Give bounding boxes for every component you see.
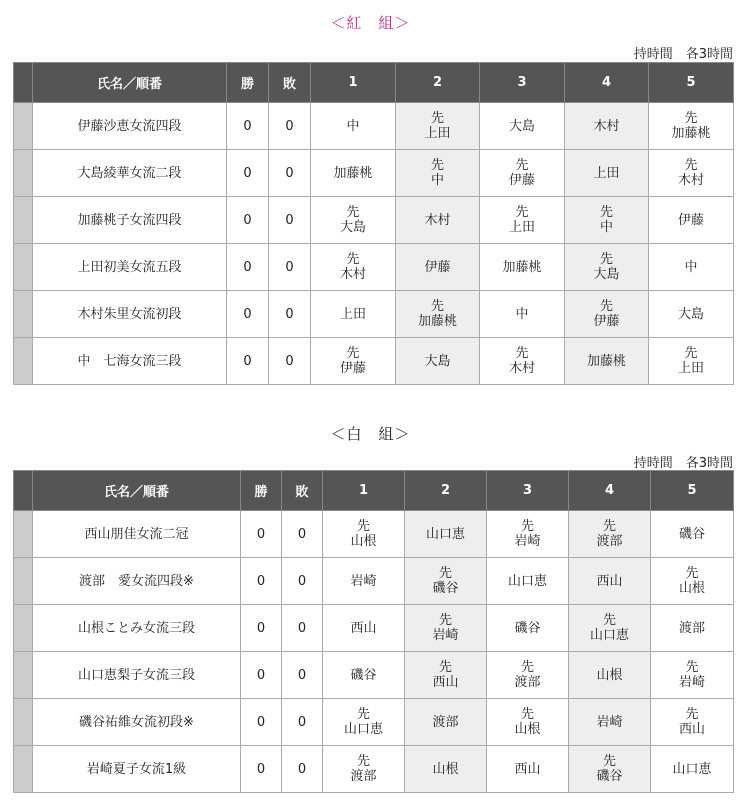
first-move-marker: 先 [685, 707, 699, 722]
opponent-name: 伊藤 [339, 361, 366, 376]
opponent-name: 山根 [350, 534, 377, 549]
row-side-cell [14, 652, 33, 699]
losses-cell: 0 [269, 197, 311, 244]
header-losses: 敗 [282, 471, 323, 511]
header-side-cell [14, 471, 33, 511]
table-row [14, 338, 734, 385]
opponent-name: 中 [599, 220, 613, 235]
round-1-cell [323, 652, 405, 699]
opponent-name: 上田 [593, 165, 620, 181]
losses-cell: 0 [282, 511, 323, 558]
round-5-cell [649, 150, 734, 197]
header-round-4: 4 [565, 63, 649, 103]
red-time-note: 持時間 各3時間 [633, 47, 733, 62]
round-3-cell [487, 558, 569, 605]
round-5-cell [651, 511, 734, 558]
first-move-marker: 先 [515, 158, 529, 173]
opponent-name: 加藤桃 [586, 353, 626, 369]
round-2-cell [405, 605, 487, 652]
opponent-name: 加藤桃 [671, 126, 711, 141]
opponent-name: 上田 [424, 126, 451, 141]
round-4-cell [565, 150, 649, 197]
losses-cell: 0 [282, 605, 323, 652]
opponent-name: 加藤桃 [502, 259, 542, 275]
round-1-cell [323, 605, 405, 652]
header-round-2: 2 [396, 63, 480, 103]
opponent-name: 岩崎 [678, 675, 705, 690]
opponent-name: 磯谷 [678, 526, 705, 542]
round-4-cell [565, 244, 649, 291]
round-2-cell [405, 652, 487, 699]
header-side-cell [14, 63, 33, 103]
losses-cell: 0 [282, 746, 323, 793]
round-1-cell [311, 150, 396, 197]
first-move-marker: 先 [520, 707, 534, 722]
round-1-cell [323, 558, 405, 605]
table-header-row [14, 471, 734, 511]
round-2-cell [396, 244, 480, 291]
round-2-cell [405, 511, 487, 558]
round-3-cell [487, 511, 569, 558]
player-name: 渡部 愛女流四段※ [33, 558, 241, 605]
white-group-title: ＜白 組＞ [330, 425, 411, 443]
first-move-marker: 先 [430, 299, 444, 314]
row-side-cell [14, 244, 33, 291]
opponent-name: 西山 [596, 573, 623, 589]
round-2-cell [396, 338, 480, 385]
opponent-name: 上田 [339, 306, 366, 322]
opponent-name: 中 [515, 306, 529, 322]
opponent-name: 山口恵 [425, 526, 465, 542]
opponent-name: 岩崎 [596, 714, 623, 730]
first-move-marker: 先 [515, 205, 529, 220]
wins-cell: 0 [241, 558, 282, 605]
opponent-name: 山根 [678, 581, 705, 596]
row-side-cell [14, 291, 33, 338]
opponent-name: 西山 [350, 620, 377, 636]
header-round-5: 5 [649, 63, 734, 103]
round-3-cell [480, 197, 565, 244]
first-move-marker: 先 [684, 111, 698, 126]
losses-cell: 0 [269, 338, 311, 385]
first-move-marker: 先 [356, 707, 370, 722]
round-5-cell [651, 605, 734, 652]
wins-cell: 0 [241, 746, 282, 793]
wins-cell: 0 [241, 652, 282, 699]
round-5-cell [651, 699, 734, 746]
header-round-5: 5 [651, 471, 734, 511]
opponent-name: 山根 [432, 761, 459, 777]
row-side-cell [14, 605, 33, 652]
player-name: 大島綾華女流二段 [33, 150, 227, 197]
losses-cell: 0 [282, 558, 323, 605]
opponent-name: 西山 [432, 675, 459, 690]
table-row [14, 699, 734, 746]
table-row [14, 746, 734, 793]
round-4-cell [569, 605, 651, 652]
opponent-name: 木村 [339, 267, 366, 282]
player-name: 山根ことみ女流三段 [33, 605, 241, 652]
table-row [14, 652, 734, 699]
round-3-cell [487, 605, 569, 652]
round-4-cell [569, 511, 651, 558]
wins-cell: 0 [227, 291, 269, 338]
table-row [14, 150, 734, 197]
table-header-row [14, 63, 734, 103]
header-wins: 勝 [241, 471, 282, 511]
round-3-cell [480, 338, 565, 385]
row-side-cell [14, 103, 33, 150]
opponent-name: 木村 [508, 361, 535, 376]
losses-cell: 0 [269, 244, 311, 291]
opponent-name: 渡部 [596, 534, 623, 549]
round-5-cell [649, 244, 734, 291]
first-move-marker: 先 [438, 660, 452, 675]
first-move-marker: 先 [346, 346, 360, 361]
round-1-cell [311, 291, 396, 338]
first-move-marker: 先 [520, 660, 534, 675]
opponent-name: 大島 [677, 306, 704, 322]
first-move-marker: 先 [515, 346, 529, 361]
opponent-name: 西山 [514, 761, 541, 777]
opponent-name: 伊藤 [424, 259, 451, 275]
first-move-marker: 先 [599, 205, 613, 220]
header-name: 氏名／順番 [33, 63, 227, 103]
opponent-name: 木村 [677, 173, 704, 188]
losses-cell: 0 [269, 291, 311, 338]
first-move-marker: 先 [430, 158, 444, 173]
row-side-cell [14, 558, 33, 605]
opponent-name: 山口恵 [343, 722, 383, 737]
header-round-2: 2 [405, 471, 487, 511]
first-move-marker: 先 [438, 566, 452, 581]
round-1-cell [311, 103, 396, 150]
first-move-marker: 先 [602, 519, 616, 534]
round-1-cell [323, 511, 405, 558]
round-1-cell [323, 746, 405, 793]
row-side-cell [14, 150, 33, 197]
round-4-cell [565, 197, 649, 244]
round-4-cell [569, 746, 651, 793]
header-round-1: 1 [323, 471, 405, 511]
round-4-cell [569, 699, 651, 746]
first-move-marker: 先 [599, 252, 613, 267]
round-3-cell [487, 699, 569, 746]
opponent-name: 西山 [678, 722, 705, 737]
first-move-marker: 先 [599, 299, 613, 314]
first-move-marker: 先 [346, 205, 360, 220]
opponent-name: 上田 [508, 220, 535, 235]
table-row [14, 291, 734, 338]
round-2-cell [396, 291, 480, 338]
wins-cell: 0 [241, 511, 282, 558]
wins-cell: 0 [241, 699, 282, 746]
player-name: 伊藤沙恵女流四段 [33, 103, 227, 150]
round-3-cell [487, 746, 569, 793]
round-3-cell [480, 150, 565, 197]
table-row [14, 605, 734, 652]
round-1-cell [311, 197, 396, 244]
round-2-cell [396, 150, 480, 197]
table-row [14, 558, 734, 605]
header-round-3: 3 [480, 63, 565, 103]
round-5-cell [651, 746, 734, 793]
row-side-cell [14, 338, 33, 385]
opponent-name: 木村 [593, 118, 620, 134]
wins-cell: 0 [227, 103, 269, 150]
round-4-cell [565, 338, 649, 385]
wins-cell: 0 [227, 197, 269, 244]
losses-cell: 0 [269, 150, 311, 197]
header-round-1: 1 [311, 63, 396, 103]
opponent-name: 磯谷 [514, 620, 541, 636]
opponent-name: 岩崎 [350, 573, 377, 589]
opponent-name: 渡部 [678, 620, 705, 636]
first-move-marker: 先 [430, 111, 444, 126]
opponent-name: 中 [346, 118, 360, 134]
losses-cell: 0 [282, 699, 323, 746]
round-1-cell [311, 244, 396, 291]
first-move-marker: 先 [356, 519, 370, 534]
opponent-name: 山根 [514, 722, 541, 737]
first-move-marker: 先 [684, 346, 698, 361]
wins-cell: 0 [241, 605, 282, 652]
header-round-4: 4 [569, 471, 651, 511]
player-name: 山口恵梨子女流三段 [33, 652, 241, 699]
first-move-marker: 先 [520, 519, 534, 534]
opponent-name: 岩崎 [432, 628, 459, 643]
player-name: 加藤桃子女流四段 [33, 197, 227, 244]
losses-cell: 0 [282, 652, 323, 699]
header-wins: 勝 [227, 63, 269, 103]
row-side-cell [14, 746, 33, 793]
opponent-name: 大島 [593, 267, 620, 282]
opponent-name: 加藤桃 [417, 314, 457, 329]
opponent-name: 大島 [508, 118, 535, 134]
opponent-name: 木村 [424, 212, 451, 228]
player-name: 磯谷祐維女流初段※ [33, 699, 241, 746]
round-3-cell [480, 244, 565, 291]
wins-cell: 0 [227, 150, 269, 197]
first-move-marker: 先 [684, 158, 698, 173]
table-row [14, 197, 734, 244]
round-5-cell [649, 197, 734, 244]
table-row [14, 103, 734, 150]
opponent-name: 山口恵 [589, 628, 629, 643]
round-5-cell [649, 103, 734, 150]
opponent-name: 渡部 [350, 769, 377, 784]
round-2-cell [405, 746, 487, 793]
opponent-name: 岩崎 [514, 534, 541, 549]
round-2-cell [405, 558, 487, 605]
player-name: 中 七海女流三段 [33, 338, 227, 385]
table-row [14, 244, 734, 291]
opponent-name: 磯谷 [596, 769, 623, 784]
table-row [14, 511, 734, 558]
player-name: 岩崎夏子女流1級 [33, 746, 241, 793]
opponent-name: 加藤桃 [333, 165, 373, 181]
round-5-cell [651, 652, 734, 699]
wins-cell: 0 [227, 244, 269, 291]
opponent-name: 中 [430, 173, 444, 188]
red-group-title: ＜紅 組＞ [330, 14, 411, 32]
wins-cell: 0 [227, 338, 269, 385]
round-3-cell [487, 652, 569, 699]
opponent-name: 磯谷 [432, 581, 459, 596]
round-2-cell [396, 197, 480, 244]
red-group-table [13, 62, 734, 385]
opponent-name: 上田 [677, 361, 704, 376]
first-move-marker: 先 [602, 754, 616, 769]
row-side-cell [14, 511, 33, 558]
first-move-marker: 先 [602, 613, 616, 628]
round-5-cell [651, 558, 734, 605]
first-move-marker: 先 [438, 613, 452, 628]
opponent-name: 大島 [339, 220, 366, 235]
round-3-cell [480, 103, 565, 150]
opponent-name: 山根 [596, 667, 623, 683]
opponent-name: 伊藤 [593, 314, 620, 329]
first-move-marker: 先 [685, 660, 699, 675]
opponent-name: 中 [684, 259, 698, 275]
row-side-cell [14, 699, 33, 746]
first-move-marker: 先 [346, 252, 360, 267]
round-5-cell [649, 338, 734, 385]
round-4-cell [569, 558, 651, 605]
opponent-name: 山口恵 [507, 573, 547, 589]
first-move-marker: 先 [685, 566, 699, 581]
player-name: 上田初美女流五段 [33, 244, 227, 291]
round-5-cell [649, 291, 734, 338]
opponent-name: 大島 [424, 353, 451, 369]
round-3-cell [480, 291, 565, 338]
round-4-cell [565, 103, 649, 150]
round-1-cell [311, 338, 396, 385]
round-4-cell [569, 652, 651, 699]
header-round-3: 3 [487, 471, 569, 511]
opponent-name: 山口恵 [672, 761, 712, 777]
opponent-name: 渡部 [514, 675, 541, 690]
header-name: 氏名／順番 [33, 471, 241, 511]
header-losses: 敗 [269, 63, 311, 103]
opponent-name: 磯谷 [350, 667, 377, 683]
losses-cell: 0 [269, 103, 311, 150]
opponent-name: 渡部 [432, 714, 459, 730]
white-time-note: 持時間 各3時間 [633, 456, 733, 471]
player-name: 西山朋佳女流二冠 [33, 511, 241, 558]
round-1-cell [323, 699, 405, 746]
player-name: 木村朱里女流初段 [33, 291, 227, 338]
row-side-cell [14, 197, 33, 244]
opponent-name: 伊藤 [508, 173, 535, 188]
opponent-name: 伊藤 [677, 212, 704, 228]
round-4-cell [565, 291, 649, 338]
round-2-cell [396, 103, 480, 150]
white-group-table [13, 470, 734, 793]
round-2-cell [405, 699, 487, 746]
first-move-marker: 先 [356, 754, 370, 769]
